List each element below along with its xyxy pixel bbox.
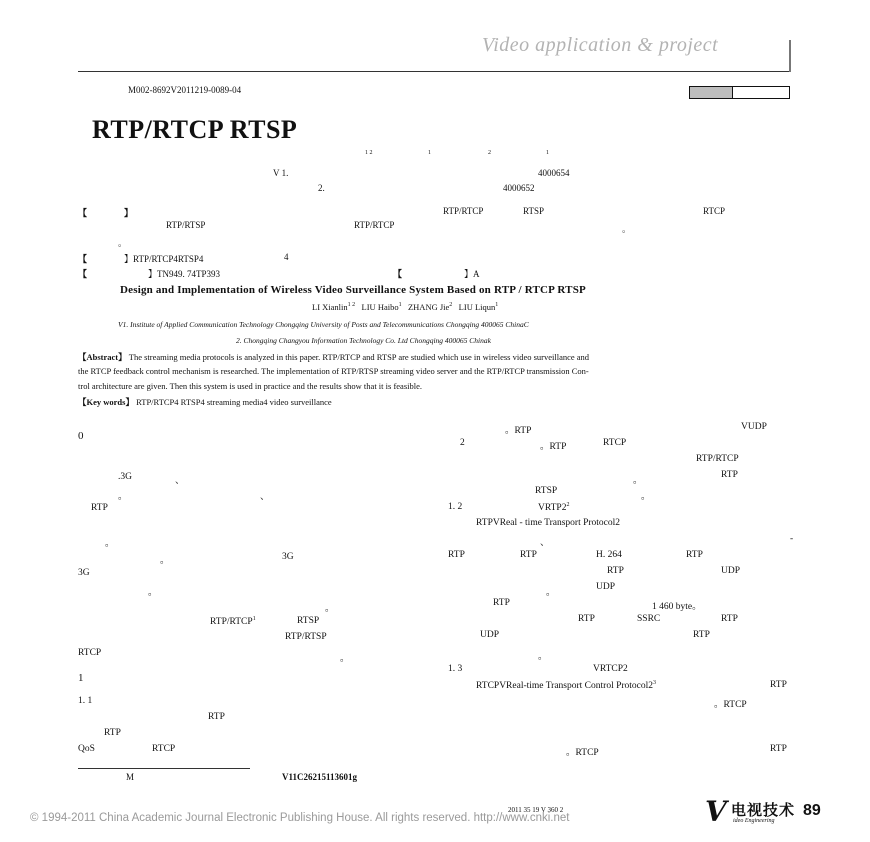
body-text: RTP	[693, 630, 710, 640]
cn-doc-code: 】A	[464, 269, 480, 279]
body-text: $VRTP2^2$	[538, 502, 570, 514]
cn-abstract-term: RTP/RTSP	[166, 220, 206, 230]
section-1-3-heading: 1. 3	[448, 664, 463, 674]
body-text: RTP	[104, 728, 121, 738]
body-text: 。RTCP	[566, 748, 599, 758]
cn-clc-open: 【	[78, 269, 88, 279]
cn-affiliation-2-zip: 4000652	[503, 183, 535, 193]
body-text: H. 264	[596, 550, 622, 560]
body-text: RTP/RTCP	[696, 454, 739, 464]
header-vertical-rule	[789, 40, 791, 72]
body-text: SSRC	[637, 614, 661, 624]
body-text: 。RTCP	[714, 700, 747, 710]
body-text: VRTCP2	[593, 664, 628, 674]
document-id: M002-8692V2011219-0089-04	[128, 85, 242, 95]
body-text: .3G	[118, 472, 132, 482]
body-text: 。	[538, 652, 548, 662]
body-text: RTP	[520, 550, 537, 560]
cn-doc-code-open: 【	[393, 269, 403, 279]
issue-info: 2011 35 19 V 360 2	[508, 806, 564, 814]
english-affiliation-1: V1. Institute of Applied Communication Technology Chongqing University of Posts and Telecommunications Chongqing 400065 ChinaC	[118, 320, 529, 329]
cn-affiliation-2: 2.	[318, 183, 325, 193]
cn-abstract-open: 【	[78, 208, 88, 218]
body-text: -	[790, 534, 794, 544]
cn-keywords-num: 4	[284, 252, 289, 262]
page-number: 89	[803, 802, 821, 819]
author-sup-1: 1 2	[365, 150, 373, 156]
body-text: 、	[260, 492, 270, 502]
body-text: RTPVReal - time Transport Protocol2	[476, 518, 621, 528]
body-text: 3G	[78, 568, 90, 578]
cn-keywords: 】RTP/RTCP4RTSP4	[124, 254, 204, 264]
cn-abstract-punct: 。	[118, 238, 128, 248]
body-text: RTCP	[152, 744, 176, 754]
body-text: 、	[540, 538, 550, 548]
body-text: 。	[118, 492, 128, 502]
journal-logo: V 电视技术 ideo Engineering	[705, 795, 796, 828]
body-text: 2	[460, 438, 465, 448]
cn-abstract-term: RTSP	[523, 206, 544, 216]
body-text: 。	[340, 654, 350, 664]
body-text: RTP	[770, 744, 787, 754]
body-text: RTSP	[535, 486, 558, 496]
body-text: 。RTP	[540, 442, 567, 452]
body-text: RTP	[721, 470, 738, 480]
logo-v-icon: V	[705, 795, 727, 828]
cn-affiliation-1: V 1.	[273, 168, 289, 178]
author-sup-4: 1	[546, 150, 549, 156]
body-text: RTP	[686, 550, 703, 560]
body-text: RTCP	[603, 438, 627, 448]
copyright-notice: © 1994-2011 China Academic Journal Electronic Publishing House. All rights reserved. http://www.cnki.net	[30, 812, 570, 824]
cn-clc: 】TN949. 74TP393	[148, 269, 221, 279]
body-text: 。	[641, 492, 651, 502]
author-sup-2: 1	[428, 150, 431, 156]
body-text: 。	[325, 604, 335, 614]
english-keywords: 【Key words】 RTP/RTCP4 RTSP4 streaming media4 video surveillance	[78, 397, 332, 407]
body-text: RTCPVReal-time Transport Control $Protocol2^3$	[476, 680, 657, 692]
cn-abstract-term: RTP/RTCP	[354, 220, 395, 230]
english-authors: LI Xianlin$^{1 2}$ LIU Haibo$^1$ ZHANG Jie$^2$ LIU Liqun$^1$	[312, 302, 499, 312]
section-1-2-heading: 1. 2	[448, 502, 463, 512]
body-text: 3G	[282, 552, 294, 562]
body-text: VUDP	[741, 422, 767, 432]
body-text: UDP	[721, 566, 741, 576]
body-text: UDP	[480, 630, 500, 640]
body-text: RTSP	[297, 616, 320, 626]
body-text: 1 460 byte。	[652, 602, 702, 612]
body-text: RTP	[91, 503, 108, 513]
author-sup-3: 2	[488, 150, 491, 156]
cn-affiliation-1-zip: 4000654	[538, 168, 570, 178]
body-text: RTP/RTSP	[285, 632, 327, 642]
body-text: RTP/RTCP$^1$	[210, 616, 256, 628]
body-text: 。	[160, 556, 170, 566]
body-text: 。	[633, 476, 643, 486]
body-text: RTP	[208, 712, 225, 722]
journal-section-header: Video application & project	[482, 34, 719, 56]
section-1-heading: 1	[78, 672, 84, 684]
english-abstract-line-2: the RTCP feedback control mechanism is researched. The implementation of RTP/RTSP streaming video server and the RTP/RTCP transmission Con-	[78, 366, 589, 376]
body-text: RTP	[578, 614, 595, 624]
section-1-1-heading: 1. 1	[78, 696, 93, 706]
english-affiliation-2: 2. Chongqing Changyou Information Technology Co. Ltd Chongqing 400065 Chinak	[236, 336, 491, 345]
section-0-heading: 0	[78, 430, 84, 442]
body-text: QoS	[78, 744, 95, 754]
english-title: Design and Implementation of Wireless Video Surveillance System Based on RTP / RTCP RTSP	[120, 284, 586, 296]
body-text: RTP	[770, 680, 787, 690]
body-text: 。	[148, 588, 158, 598]
footnote-marker: M	[126, 772, 135, 782]
body-text: RTCP	[78, 648, 102, 658]
body-text: UDP	[596, 582, 616, 592]
body-text: 。RTP	[505, 426, 532, 436]
cn-abstract-term: RTP/RTCP	[443, 206, 484, 216]
cn-abstract-punct: 。	[622, 224, 632, 234]
body-text: 、	[175, 476, 185, 486]
body-text: RTP	[448, 550, 465, 560]
paper-title: RTP/RTCP RTSP	[92, 115, 298, 144]
header-rule	[78, 71, 790, 72]
body-text: RTP	[607, 566, 624, 576]
category-box	[689, 86, 790, 99]
body-text: 。	[105, 539, 115, 549]
body-text: RTP	[721, 614, 738, 624]
body-text: 。	[546, 588, 556, 598]
cn-abstract-term: RTCP	[703, 206, 725, 216]
cn-abstract-close: 】	[124, 208, 134, 218]
english-abstract-line-3: trol architecture are given. Then this system is used in practice and the results show that it is feasible.	[78, 381, 422, 391]
body-text: RTP	[493, 598, 510, 608]
cn-keywords-open: 【	[78, 254, 88, 264]
footnote-grant-code: V11C26215113601g	[282, 772, 358, 782]
footnote-rule	[78, 768, 250, 769]
english-abstract-line-1: 【Abstract】 The streaming media protocols is analyzed in this paper. RTP/RTCP and RTSP are studied which use in wireless video surveillance and	[78, 352, 590, 362]
